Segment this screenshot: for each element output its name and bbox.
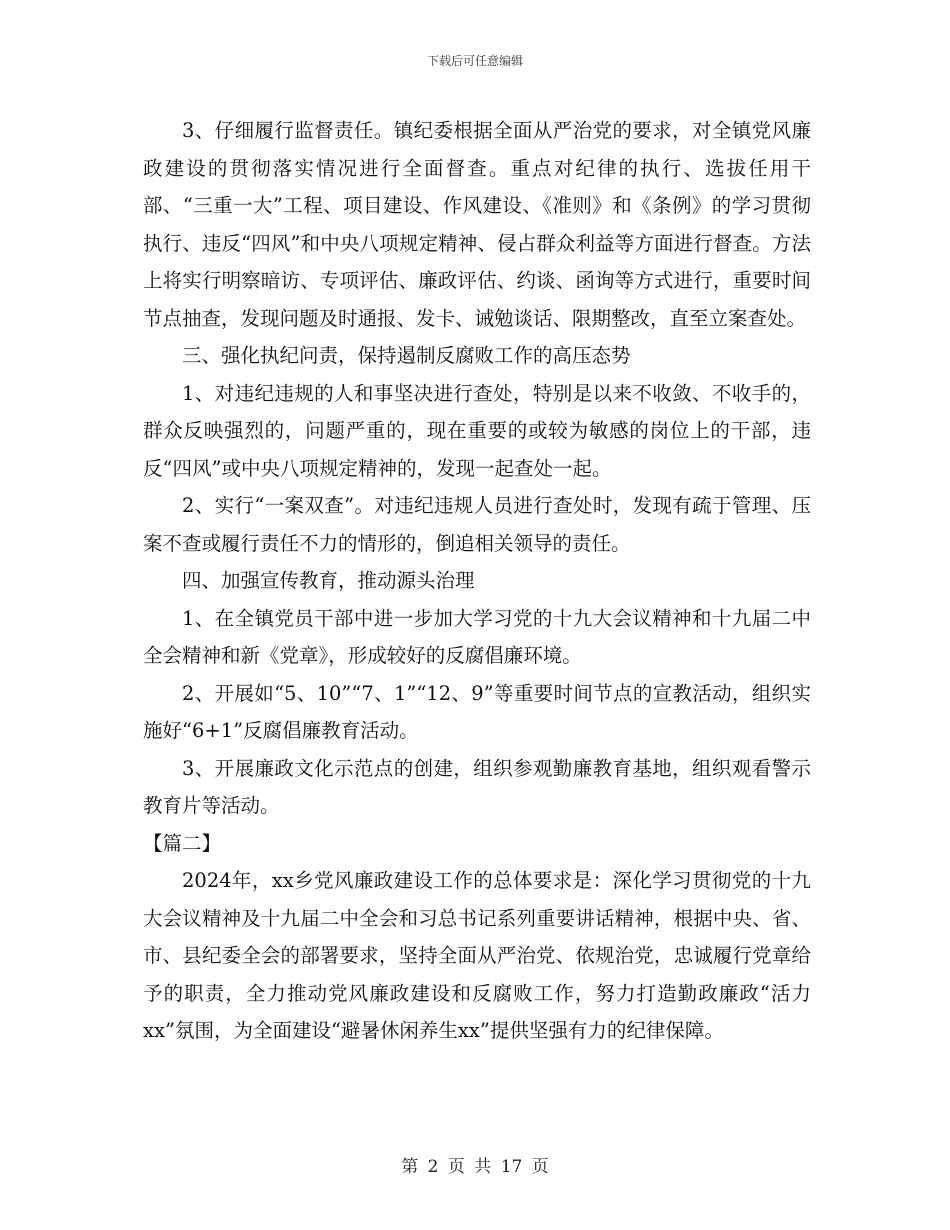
- paragraph-supervision-duty: 3、仔细履行监督责任。镇纪委根据全面从严治党的要求，对全镇党风廉政建设的贯彻落实情况进行全面督查。重点对纪律的执行、选拔任用干部、“三重一大”工程、项目建设、作风建设、《准则》和《条例》的学习贯彻执行、违反“四风”和中央八项规定精神、侵占群众利益等方面进行督查。方法上将实行明察暗访、专项评估、廉政评估、约谈、函询等方式进行，重要时间节点抽查，发现问题及时通报、发卡、诫勉谈话、限期整改，直至立案查处。: [143, 119, 811, 330]
- section-tag-part-two: 【篇二】: [143, 831, 222, 855]
- paragraph-overall-requirements: 2024年，xx乡党风廉政建设工作的总体要求是：深化学习贯彻党的十九大会议精神及十九届二中全会和习总书记系列重要讲话精神，根据中央、省、市、县纪委全会的部署要求，坚持全面从严治党、依规治党，忠诚履行党章给予的职责，全力推动党风廉政建设和反腐败工作，努力打造勤政廉政“活力xx”氛围，为全面建设“避暑休闲养生xx”提供坚强有力的纪律保障。: [143, 869, 811, 1042]
- paragraph-investigate-violations: 1、对违纪违规的人和事坚决进行查处，特别是以来不收敛、不收手的，群众反映强烈的，问题严重的，现在重要的或较为敏感的岗位上的干部，违反“四风”或中央八项规定精神的，发现一起查处一起。: [143, 381, 811, 480]
- page-header: 下载后可任意编辑: [426, 54, 523, 68]
- section-heading-four: 四、加强宣传教育，推动源头治理: [182, 569, 475, 592]
- paragraph-culture-demo: 3、开展廉政文化示范点的创建，组织参观勤廉教育基地，组织观看警示教育片等活动。: [143, 756, 811, 817]
- paragraph-dual-investigation: 2、实行“一案双查”。对违纪违规人员进行查处时，发现有疏于管理、压案不查或履行责任不力的情形的，倒追相关领导的责任。: [143, 494, 811, 555]
- page-footer: 第 2 页 共 17 页: [401, 1157, 549, 1177]
- paragraph-education-activities: 2、开展如“5、10”“7、1”“12、9”等重要时间节点的宣教活动，组织实施好“6+1”反腐倡廉教育活动。: [143, 681, 811, 742]
- section-heading-three: 三、强化执纪问责，保持遏制反腐败工作的高压态势: [182, 344, 631, 367]
- paragraph-study-spirit: 1、在全镇党员干部中进一步加大学习党的十九大会议精神和十九届二中全会精神和新《党章》，形成较好的反腐倡廉环境。: [143, 606, 811, 667]
- document-body: [143, 112, 811, 1050]
